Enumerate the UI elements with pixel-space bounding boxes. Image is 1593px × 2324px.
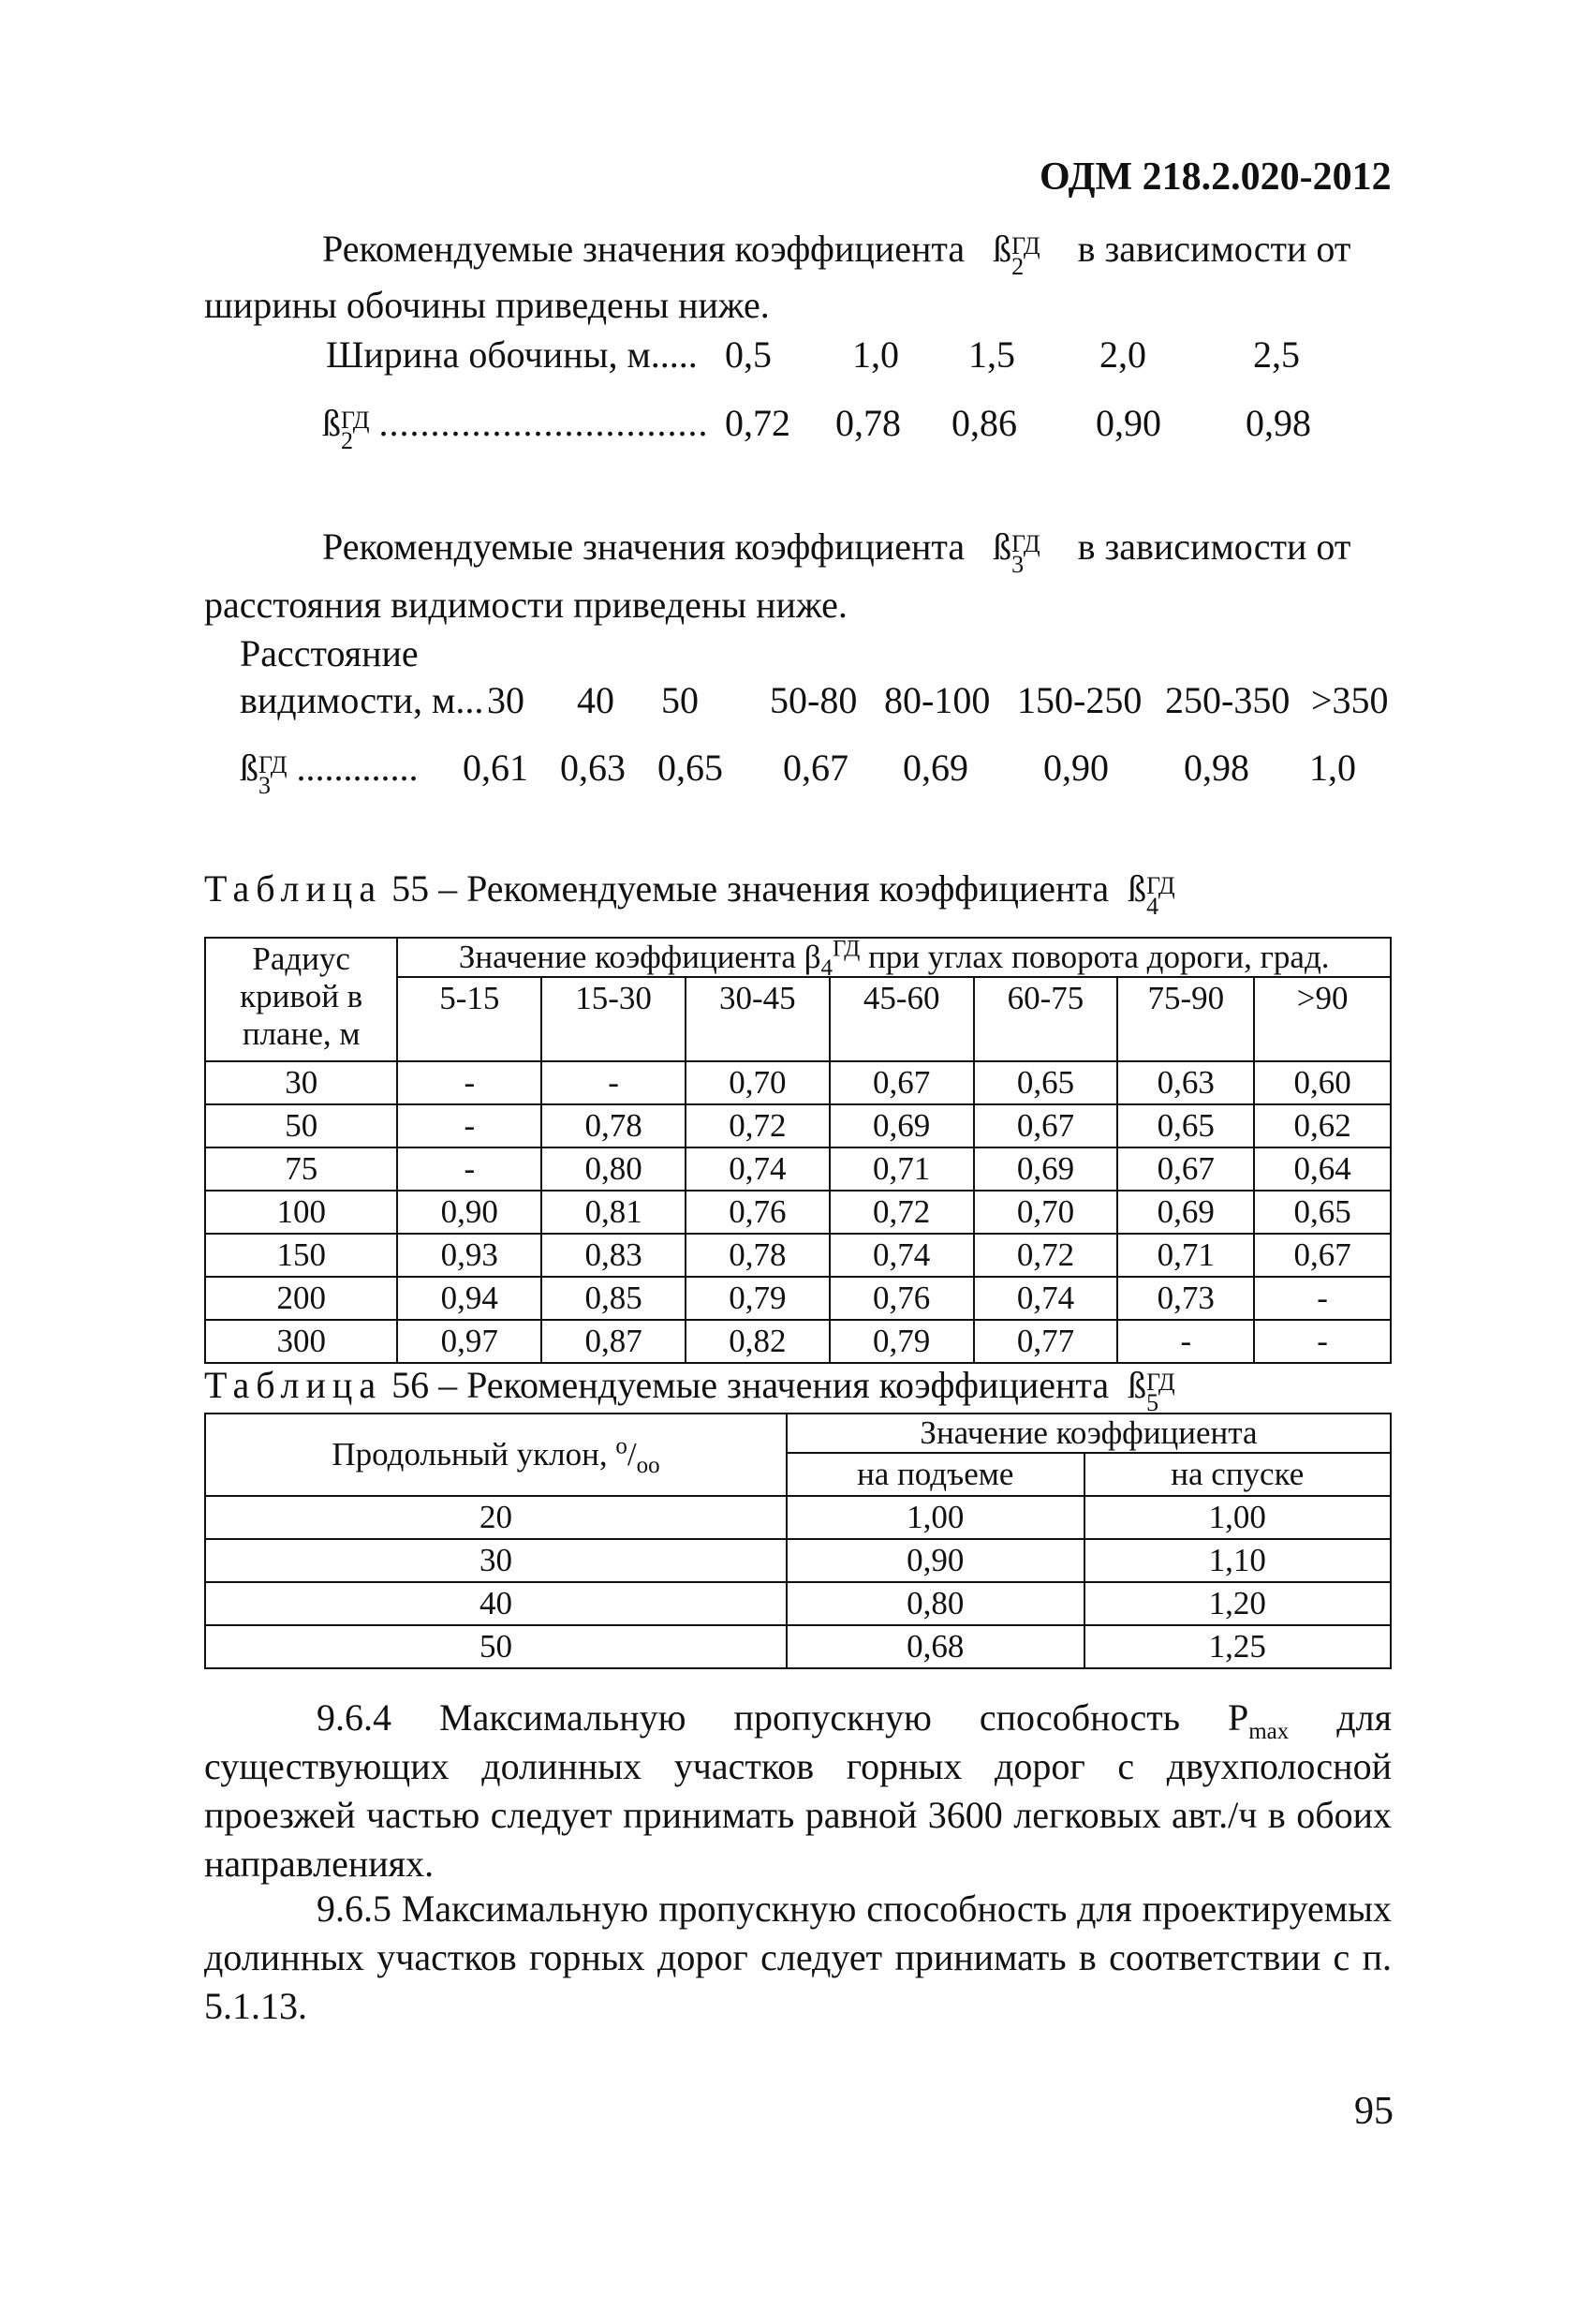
b2-intro-tail: в зависимости от — [1077, 228, 1351, 270]
table55-value-cell: 0,97 — [397, 1320, 541, 1363]
table56-value-cell: 0,90 — [787, 1539, 1084, 1582]
b3-value-6: 0,98 — [1184, 747, 1249, 789]
b3-dist-1: 40 — [577, 679, 614, 721]
paragraph-9-6-4: 9.6.4 Максимальную пропускную способность $P_{max}$ для существующих долинных участков горных дорог с двухполосной проезжей частью следует принимать равной 3600 легковых авт./ч в обоих направлениях. — [204, 1696, 1392, 1885]
table55 — [204, 937, 1392, 1364]
b2-value-1: 0,78 — [835, 402, 901, 444]
table55-value-cell: - — [1117, 1320, 1254, 1363]
table55-radius-cell: 100 — [205, 1191, 397, 1234]
table55-row — [205, 1234, 1391, 1277]
b3-value-3: 0,67 — [783, 747, 848, 789]
b2-width-3: 2,0 — [1099, 333, 1146, 376]
table55-value-cell: 0,67 — [974, 1104, 1118, 1147]
table55-body — [205, 1061, 1391, 1363]
table56-value-cell: 1,20 — [1084, 1582, 1391, 1625]
table55-value-cell: 0,70 — [974, 1191, 1118, 1234]
table56 — [204, 1413, 1392, 1669]
table55-value-cell: 0,94 — [397, 1277, 541, 1320]
table55-value-cell: 0,87 — [541, 1320, 686, 1363]
coefficient-b5: $ß^{ГД}$ 5 — [1128, 1364, 1175, 1416]
table55-value-cell: 0,73 — [1117, 1277, 1254, 1320]
coefficient-b3: $ß^{ГД}$ 3 — [993, 525, 1040, 578]
table55-value-cell: 0,78 — [541, 1104, 686, 1147]
table55-value-cell: 0,72 — [974, 1234, 1118, 1277]
coefficient-b2-label: $ß^{ГД}$ 2 — [322, 402, 370, 454]
table56-value-cell: 1,10 — [1084, 1539, 1391, 1582]
table55-col0-header: Радиус кривой в плане, м — [205, 938, 397, 1061]
b2-intro-line2: ширины обочины приведены ниже. — [204, 284, 770, 326]
table55-angle-header: 15-30 — [541, 977, 686, 1061]
b3-dist-4: 80-100 — [884, 679, 991, 721]
table56-value-cell: 1,00 — [1084, 1496, 1391, 1539]
b3-value-row — [240, 746, 419, 799]
b2-width-0: 0,5 — [725, 333, 772, 376]
table55-radius-cell: 200 — [205, 1277, 397, 1320]
table55-value-cell: 0,83 — [541, 1234, 686, 1277]
paragraph-9-6-5: 9.6.5 Максимальную пропускную способность для проектируемых долинных участков горных дорог следует принимать в соответствии с п. 5.1.13. — [204, 1887, 1392, 2027]
table55-radius-cell: 50 — [205, 1104, 397, 1147]
table55-row — [205, 1277, 1391, 1320]
table55-value-cell: 0,72 — [686, 1104, 830, 1147]
table55-value-cell: - — [397, 1104, 541, 1147]
table56-row — [205, 1539, 1391, 1582]
table55-value-cell: - — [541, 1061, 686, 1104]
b2-width-label: Ширина обочины, м..... — [326, 333, 698, 376]
table55-value-cell: 0,71 — [830, 1147, 974, 1191]
table55-value-cell: 0,69 — [830, 1104, 974, 1147]
table55-value-cell: - — [1254, 1320, 1391, 1363]
table55-caption-word: Таблица — [204, 867, 383, 910]
table56-value-cell: 0,68 — [787, 1625, 1084, 1668]
b3-intro-line1 — [322, 525, 1351, 578]
table56-row — [205, 1625, 1391, 1668]
table56-caption-word: Таблица — [204, 1364, 383, 1406]
table55-value-cell: 0,67 — [830, 1061, 974, 1104]
table56-group-header: Значение коэффициента — [787, 1414, 1391, 1453]
table55-caption-text: 55 – Рекомендуемые значения коэффициента — [391, 867, 1110, 910]
table55-value-cell: 0,74 — [974, 1277, 1118, 1320]
b2-value-4: 0,98 — [1246, 402, 1311, 444]
table56-sub-header-up: на подъеме — [787, 1453, 1084, 1496]
table56-row — [205, 1582, 1391, 1625]
table55-value-cell: 0,72 — [830, 1191, 974, 1234]
table56-slope-cell: 20 — [205, 1496, 787, 1539]
table55-value-cell: 0,70 — [686, 1061, 830, 1104]
table55-group-header: Значение коэффициента $\beta_4^{ГД}$ при углах поворота дороги, град. — [397, 938, 1391, 977]
table55-angle-header: 5-15 — [397, 977, 541, 1061]
table56-slope-cell: 40 — [205, 1582, 787, 1625]
table55-value-cell: 0,76 — [686, 1191, 830, 1234]
table56-caption — [204, 1363, 1175, 1416]
table55-value-cell: 0,74 — [686, 1147, 830, 1191]
table55-angle-header: 30-45 — [686, 977, 830, 1061]
b3-intro-tail: в зависимости от — [1077, 525, 1351, 568]
coefficient-b2: $ß^{ГД}$ 2 — [993, 228, 1040, 280]
b2-value-0: 0,72 — [725, 402, 790, 444]
table55-angle-header: 75-90 — [1117, 977, 1254, 1061]
b2-width-4: 2,5 — [1253, 333, 1300, 376]
b3-value-4: 0,69 — [903, 747, 968, 789]
document-code: ОДМ 218.2.020-2012 — [1040, 155, 1392, 199]
table55-value-cell: 0,67 — [1117, 1147, 1254, 1191]
table55-radius-cell: 75 — [205, 1147, 397, 1191]
b3-dist-7: >350 — [1311, 679, 1389, 721]
b3-dist-5: 150-250 — [1017, 679, 1143, 721]
b3-dist-6: 250-350 — [1165, 679, 1291, 721]
page-number: 95 — [1354, 2090, 1394, 2133]
table56-value-cell: 1,00 — [787, 1496, 1084, 1539]
b3-dist-3: 50-80 — [770, 679, 858, 721]
b3-value-5: 0,90 — [1043, 747, 1109, 789]
table56-value-cell: 1,25 — [1084, 1625, 1391, 1668]
table55-row — [205, 1147, 1391, 1191]
table55-value-cell: 0,80 — [541, 1147, 686, 1191]
b3-intro-line2: расстояния видимости приведены ниже. — [204, 584, 848, 626]
table55-value-cell: 0,77 — [974, 1320, 1118, 1363]
table56-caption-text: 56 – Рекомендуемые значения коэффициента — [391, 1364, 1110, 1406]
table55-value-cell: 0,69 — [974, 1147, 1118, 1191]
table55-value-cell: 0,65 — [974, 1061, 1118, 1104]
table55-row — [205, 1104, 1391, 1147]
table55-value-cell: 0,67 — [1254, 1234, 1391, 1277]
table56-body — [205, 1496, 1391, 1668]
b2-intro-line1 — [322, 227, 1351, 280]
b2-width-row — [326, 333, 698, 377]
table55-value-cell: - — [397, 1061, 541, 1104]
table55-value-cell: 0,64 — [1254, 1147, 1391, 1191]
table55-value-cell: 0,65 — [1117, 1104, 1254, 1147]
table55-value-cell: 0,93 — [397, 1234, 541, 1277]
table56-value-cell: 0,80 — [787, 1582, 1084, 1625]
table55-value-cell: 0,76 — [830, 1277, 974, 1320]
b2-width-1: 1,0 — [852, 333, 899, 376]
b2-intro-text: Рекомендуемые значения коэффициента — [322, 228, 966, 270]
table55-radius-cell: 30 — [205, 1061, 397, 1104]
table56-col0-header: Продольный уклон, $^o/_{oo}$ — [205, 1414, 787, 1496]
table55-angle-header: >90 — [1254, 977, 1391, 1061]
table55-value-cell: 0,62 — [1254, 1104, 1391, 1147]
table55-value-cell: 0,65 — [1254, 1191, 1391, 1234]
table55-value-cell: 0,69 — [1117, 1191, 1254, 1234]
b3-label-row0: Расстояние — [240, 632, 419, 674]
b3-dist-0: 30 — [487, 679, 524, 721]
b3-value-1: 0,63 — [560, 747, 626, 789]
table55-value-cell: 0,74 — [830, 1234, 974, 1277]
table56-slope-cell: 50 — [205, 1625, 787, 1668]
table55-value-cell: 0,78 — [686, 1234, 830, 1277]
b3-label-row1: видимости, м... — [240, 679, 484, 721]
table55-caption — [204, 866, 1175, 920]
coefficient-b3-label: $ß^{ГД}$ 3 — [240, 747, 288, 799]
b3-dots: ............. — [296, 747, 419, 789]
table55-value-cell: 0,79 — [686, 1277, 830, 1320]
b2-width-2: 1,5 — [968, 333, 1015, 376]
table56-row — [205, 1496, 1391, 1539]
table56-sub-header-down: на спуске — [1084, 1453, 1391, 1496]
table55-value-cell: 0,60 — [1254, 1061, 1391, 1104]
coefficient-b4: $ß^{ГД}$ 4 — [1128, 867, 1175, 920]
table55-angle-header: 45-60 — [830, 977, 974, 1061]
table55-value-cell: 0,79 — [830, 1320, 974, 1363]
table55-value-cell: 0,71 — [1117, 1234, 1254, 1277]
table55-value-cell: 0,82 — [686, 1320, 830, 1363]
table55-value-cell: - — [1254, 1277, 1391, 1320]
table55-row — [205, 1191, 1391, 1234]
b2-value-row — [322, 401, 709, 454]
b3-dist-2: 50 — [661, 679, 699, 721]
table55-radius-cell: 300 — [205, 1320, 397, 1363]
b3-intro-text: Рекомендуемые значения коэффициента — [322, 525, 966, 568]
b3-value-7: 1,0 — [1309, 747, 1356, 789]
b3-value-0: 0,61 — [463, 747, 528, 789]
table55-value-cell: 0,63 — [1117, 1061, 1254, 1104]
b2-value-2: 0,86 — [951, 402, 1017, 444]
table55-value-cell: - — [397, 1147, 541, 1191]
table55-value-cell: 0,85 — [541, 1277, 686, 1320]
b2-value-3: 0,90 — [1096, 402, 1161, 444]
table55-row — [205, 1320, 1391, 1363]
table55-angle-header: 60-75 — [974, 977, 1118, 1061]
table55-value-cell: 0,90 — [397, 1191, 541, 1234]
table55-radius-cell: 150 — [205, 1234, 397, 1277]
table55-value-cell: 0,81 — [541, 1191, 686, 1234]
b2-dots: ................................ — [378, 402, 709, 444]
b3-value-2: 0,65 — [657, 747, 723, 789]
table55-row — [205, 1061, 1391, 1104]
table56-slope-cell: 30 — [205, 1539, 787, 1582]
